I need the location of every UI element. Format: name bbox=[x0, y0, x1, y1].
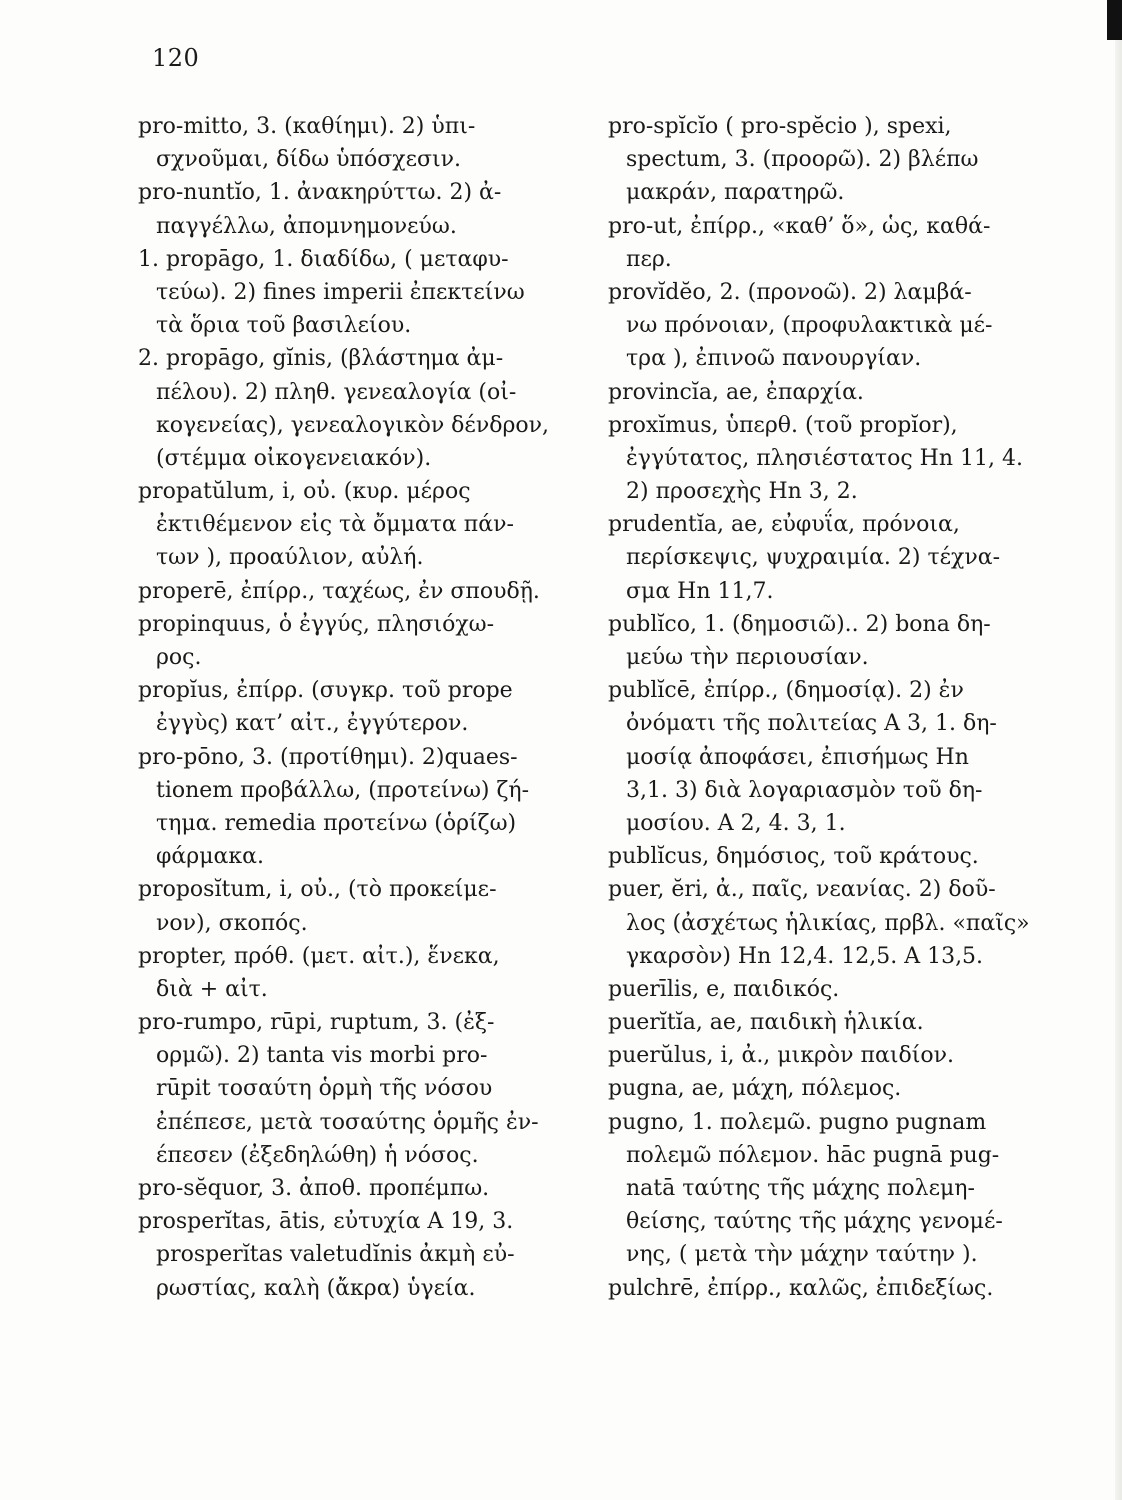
entry-line: τὰ ὅρια τοῦ βασιλείου. bbox=[156, 313, 412, 339]
entry-line: ὀνόματι τῆς πολιτείας Α 3, 1. δη- bbox=[626, 711, 997, 737]
entry-line: puerŭlus, i, ἀ., μικρὸν παιδίον. bbox=[608, 1043, 954, 1069]
entry-line: pro-nuntĭo, 1. ἀνακηρύττω. 2) ἀ- bbox=[138, 180, 502, 206]
entry-line: proxĭmus, ὑπερθ. (τοῦ propĭor), bbox=[608, 412, 958, 438]
entry-line: μοσίᾳ ἀποφάσει, ἐπισήμως Ηn bbox=[626, 744, 969, 770]
entry-line: σμα Ηn 11,7. bbox=[626, 578, 774, 604]
entry-line: pro-pōno, 3. (προτίθημι). 2)quaes- bbox=[138, 744, 518, 770]
entry-line: natā ταύτης τῆς μάχης πολεμη- bbox=[626, 1176, 975, 1201]
entry-line: puer, ĕri, ἀ., παῖς, νεανίας. 2) δοῦ- bbox=[608, 877, 996, 903]
entry-line: ἐγγὺς) κατ’ αἰτ., ἐγγύτερον. bbox=[156, 711, 469, 737]
entry-line: pro-sĕquor, 3. ἀποθ. προπέμπω. bbox=[138, 1176, 490, 1201]
entry-line: νω πρόνοιαν, (προφυλακτικὰ μέ- bbox=[626, 313, 993, 339]
entry-line: proposĭtum, i, οὐ., (τὸ προκείμε- bbox=[138, 877, 497, 903]
entry-line: propter, πρόθ. (μετ. αἰτ.), ἕνεκα, bbox=[138, 943, 500, 969]
entry-line: νον), σκοπός. bbox=[156, 910, 308, 936]
entry-line: των ), προαύλιον, αὐλή. bbox=[156, 545, 424, 571]
entry-line: παγγέλλω, ἀπομνημονεύω. bbox=[156, 213, 457, 239]
entry-line: νης, ( μετὰ τὴν μάχην ταύτην ). bbox=[626, 1242, 978, 1268]
entry-line: θείσης, ταύτης τῆς μάχης γενομέ- bbox=[626, 1209, 1003, 1235]
entry-line: provincĭa, ae, ἐπαρχία. bbox=[608, 379, 864, 405]
entry-line: rūpit τοσαύτη ὁρμὴ τῆς νόσου bbox=[156, 1076, 493, 1102]
entry-line: pugna, ae, μάχη, πόλεμος. bbox=[608, 1076, 902, 1102]
entry-line: διὰ + αἰτ. bbox=[156, 976, 268, 1002]
entry-line: ἐκτιθέμενον εἰς τὰ ὄμματα πάν- bbox=[156, 512, 514, 538]
page-edge-shadow bbox=[1115, 40, 1122, 1500]
entry-line: 1. propāgo, 1. διαδίδω, ( μεταφυ- bbox=[138, 246, 509, 272]
entry-line: περίσκεψις, ψυχραιμία. 2) τέχνα- bbox=[626, 545, 1001, 571]
entry-line: 2) προσεχὴς Ηn 3, 2. bbox=[626, 479, 858, 505]
entry-line: ορμῶ). 2) tanta vis morbi pro- bbox=[156, 1043, 488, 1069]
entry-line: τημα. remedia προτείνω (ὁρίζω) bbox=[156, 810, 517, 836]
entry-line: publĭco, 1. (δημοσιῶ).. 2) bona δη- bbox=[608, 611, 991, 637]
entry-line: τρα ), ἐπινοῶ πανουργίαν. bbox=[626, 346, 922, 372]
entry-line: pro-mitto, 3. (καθίημι). 2) ὑπι- bbox=[138, 114, 476, 139]
entry-line: publĭcus, δημόσιος, τοῦ κράτους. bbox=[608, 844, 979, 870]
entry-line: μεύω τὴν περιουσίαν. bbox=[626, 645, 869, 670]
left-column bbox=[138, 110, 570, 1305]
entry-line: λος (ἀσχέτως ἡλικίας, πρβλ. «παῖς» bbox=[626, 910, 1030, 936]
entry-line: μακράν, παρατηρῶ. bbox=[626, 180, 845, 206]
entry-line: pro-ut, ἐπίρρ., «καθ’ ὅ», ὡς, καθά- bbox=[608, 213, 991, 239]
entry-line: propatŭlum, i, οὐ. (κυρ. μέρος bbox=[138, 479, 471, 505]
entry-line: σχνοῦμαι, δίδω ὑπόσχεσιν. bbox=[156, 147, 461, 173]
entry-line: ρος. bbox=[156, 645, 202, 670]
entry-line: tionem προβάλλω, (προτείνω) ζή- bbox=[156, 777, 530, 803]
entry-line: puerīlis, e, παιδικός. bbox=[608, 976, 840, 1002]
entry-line: publĭcē, ἐπίρρ., (δημοσίᾳ). 2) ἐν bbox=[608, 678, 964, 704]
entry-line: κογενείας), γενεαλογικὸν δένδρον, bbox=[156, 412, 549, 438]
entry-line: properē, ἐπίρρ., ταχέως, ἐν σπουδῇ. bbox=[138, 578, 540, 604]
entry-line: pro-rumpo, rūpi, ruptum, 3. (ἐξ- bbox=[138, 1010, 495, 1036]
entry-line: (στέμμα οἰκογενειακόν). bbox=[156, 445, 432, 471]
right-column bbox=[608, 110, 1084, 1305]
entry-line: ἐγγύτατος, πλησιέστατος Ηn 11, 4. bbox=[626, 445, 1023, 471]
page-number: 120 bbox=[152, 44, 200, 72]
entry-line: τεύω). 2) fines imperii ἐπεκτείνω bbox=[156, 279, 525, 305]
entry-line: provĭdĕo, 2. (προνοῶ). 2) λαμβά- bbox=[608, 279, 972, 305]
scan-edge-mark bbox=[1107, 0, 1122, 40]
entry-line: πέλου). 2) πληθ. γενεαλογία (οἰ- bbox=[156, 379, 517, 405]
entry-line: ρωστίας, καλὴ (ἄκρα) ὑγεία. bbox=[156, 1275, 476, 1301]
entry-line: 2. propāgo, gĭnis, (βλάστημα ἀμ- bbox=[138, 346, 504, 372]
entry-line: prosperĭtas, ātis, εὐτυχία Α 19, 3. bbox=[138, 1209, 514, 1235]
entry-line: propĭus, ἐπίρρ. (συγκρ. τοῦ prope bbox=[138, 678, 513, 704]
entry-line: μοσίου. Α 2, 4. 3, 1. bbox=[626, 810, 846, 836]
entry-line: prudentĭa, ae, εὐφυΐα, πρόνοια, bbox=[608, 512, 960, 538]
entry-line: propinquus, ὁ ἐγγύς, πλησιόχω- bbox=[138, 611, 495, 637]
entry-line: pulchrē, ἐπίρρ., καλῶς, ἐπιδεξίως. bbox=[608, 1275, 994, 1301]
entry-line: prosperĭtas valetudĭnis ἀκμὴ εὐ- bbox=[156, 1242, 515, 1268]
entry-line: περ. bbox=[626, 246, 672, 272]
entry-line: φάρμακα. bbox=[156, 844, 264, 870]
entry-line: spectum, 3. (προορῶ). 2) βλέπω bbox=[626, 147, 979, 173]
entry-line: γκαρσὸν) Ηn 12,4. 12,5. Α 13,5. bbox=[626, 943, 984, 969]
entry-line: pro-spĭcĭo ( pro-spĕcio ), spexi, bbox=[608, 114, 952, 139]
entry-line: ἐπέπεσε, μετὰ τοσαύτης ὁρμῆς ἐν- bbox=[156, 1109, 539, 1135]
entry-line: 3,1. 3) διὰ λογαριασμὸν τοῦ δη- bbox=[626, 777, 983, 803]
entry-line: pugno, 1. πολεμῶ. pugno pugnam bbox=[608, 1109, 987, 1135]
entry-line: puerĭtĭa, ae, παιδικὴ ἡλικία. bbox=[608, 1010, 924, 1036]
entry-line: πολεμῶ πόλεμον. hāc pugnā pug- bbox=[626, 1142, 1000, 1168]
entry-line: έπεσεν (ἐξεδηλώθη) ἡ νόσος. bbox=[156, 1142, 479, 1168]
